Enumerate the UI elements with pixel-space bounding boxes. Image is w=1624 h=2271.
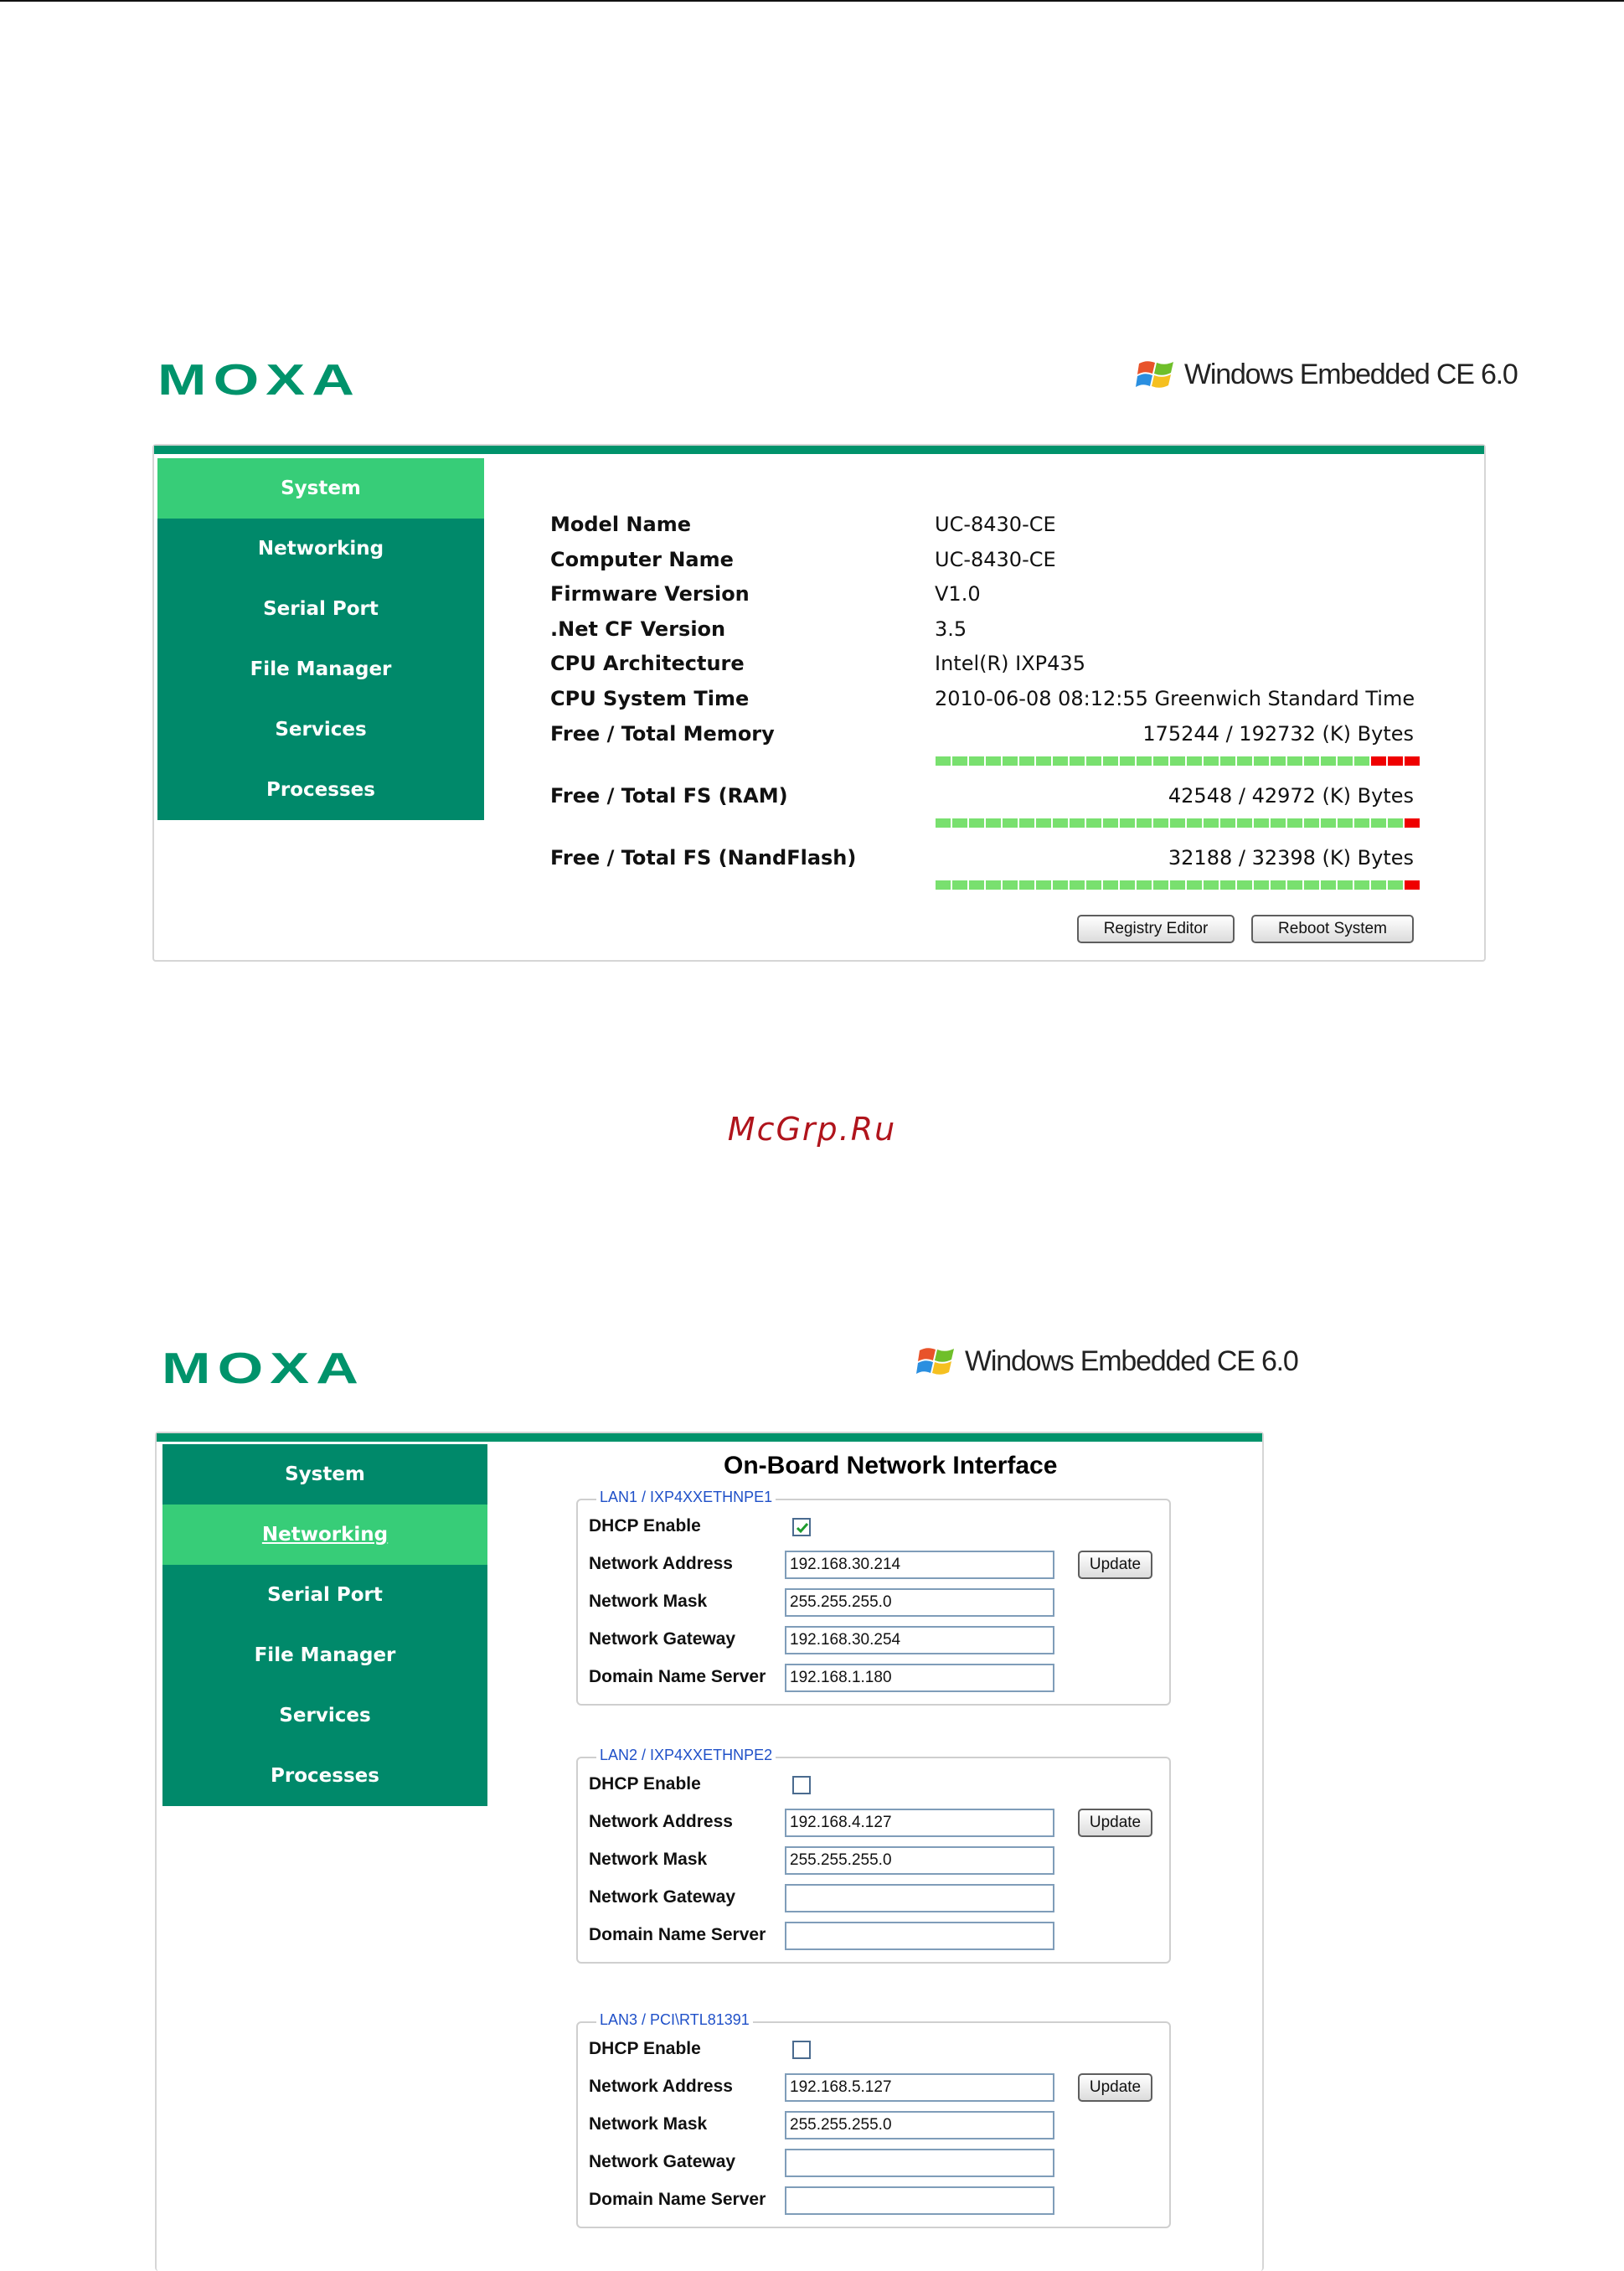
meter-free-segment bbox=[1170, 756, 1185, 766]
panel-top-bar bbox=[154, 446, 1484, 454]
network-gateway-input[interactable]: 192.168.30.254 bbox=[785, 1626, 1054, 1654]
info-label: CPU Architecture bbox=[550, 652, 745, 675]
info-label: Computer Name bbox=[550, 547, 734, 571]
usage-value: 32188 / 32398 (K) Bytes bbox=[1168, 846, 1414, 870]
meter-free-segment bbox=[1254, 818, 1269, 828]
nav-item-file-manager[interactable]: File Manager bbox=[157, 639, 484, 699]
dhcp-enable-checkbox[interactable] bbox=[792, 1518, 811, 1536]
meter-free-segment bbox=[1204, 880, 1219, 890]
meter-free-segment bbox=[1237, 756, 1252, 766]
meter-free-segment bbox=[1153, 818, 1168, 828]
meter-free-segment bbox=[986, 818, 1001, 828]
watermark-text: McGrp.Ru bbox=[727, 1111, 897, 1148]
network-address-input[interactable]: 192.168.30.214 bbox=[785, 1551, 1054, 1579]
usage-meter bbox=[936, 756, 1420, 766]
meter-free-segment bbox=[1304, 880, 1319, 890]
field-label-mask: Network Mask bbox=[589, 1592, 708, 1611]
info-label: Model Name bbox=[550, 513, 691, 536]
nav-item-services[interactable]: Services bbox=[157, 699, 484, 760]
meter-free-segment bbox=[1070, 756, 1085, 766]
meter-free-segment bbox=[1070, 818, 1085, 828]
meter-free-segment bbox=[1237, 880, 1252, 890]
field-label-dhcp: DHCP Enable bbox=[589, 1516, 701, 1536]
usage-label: Free / Total Memory bbox=[550, 722, 775, 746]
usage-value: 42548 / 42972 (K) Bytes bbox=[1168, 784, 1414, 808]
meter-free-segment bbox=[1354, 756, 1369, 766]
meter-free-segment bbox=[1170, 880, 1185, 890]
update-button[interactable]: Update bbox=[1078, 2073, 1152, 2102]
meter-free-segment bbox=[1187, 880, 1202, 890]
meter-free-segment bbox=[1070, 880, 1085, 890]
meter-free-segment bbox=[1036, 756, 1051, 766]
network-gateway-input[interactable] bbox=[785, 1884, 1054, 1912]
field-label-mask: Network Mask bbox=[589, 1850, 708, 1869]
meter-free-segment bbox=[1220, 818, 1235, 828]
interface-legend: LAN1 / IXP4XXETHNPE1 bbox=[596, 1489, 776, 1506]
meter-free-segment bbox=[1103, 880, 1118, 890]
meter-free-segment bbox=[1271, 880, 1286, 890]
moxa-logo: MOXA bbox=[157, 356, 361, 405]
info-value: UC-8430-CE bbox=[935, 513, 1056, 536]
registry-editor-button[interactable]: Registry Editor bbox=[1077, 915, 1235, 943]
meter-free-segment bbox=[1103, 756, 1118, 766]
info-value: V1.0 bbox=[935, 582, 981, 606]
windows-embedded-brand bbox=[1136, 355, 1518, 394]
meter-free-segment bbox=[936, 756, 951, 766]
network-dns-input[interactable] bbox=[785, 1922, 1054, 1950]
meter-free-segment bbox=[969, 880, 984, 890]
sidebar-nav bbox=[162, 1444, 487, 1806]
meter-free-segment bbox=[952, 756, 967, 766]
meter-free-segment bbox=[1036, 818, 1051, 828]
meter-free-segment bbox=[1120, 880, 1135, 890]
meter-used-segment bbox=[1388, 756, 1403, 766]
nav-item-networking[interactable]: Networking bbox=[162, 1505, 487, 1565]
meter-free-segment bbox=[1304, 818, 1319, 828]
field-label-gateway: Network Gateway bbox=[589, 2152, 736, 2171]
info-label: CPU System Time bbox=[550, 686, 750, 710]
nav-item-processes[interactable]: Processes bbox=[157, 760, 484, 820]
meter-free-segment bbox=[1271, 756, 1286, 766]
info-value: Intel(R) IXP435 bbox=[935, 652, 1085, 675]
meter-free-segment bbox=[1304, 756, 1319, 766]
field-label-mask: Network Mask bbox=[589, 2114, 708, 2134]
field-label-address: Network Address bbox=[589, 1554, 733, 1573]
meter-free-segment bbox=[936, 880, 951, 890]
meter-free-segment bbox=[1287, 756, 1302, 766]
network-mask-input[interactable]: 255.255.255.0 bbox=[785, 2111, 1054, 2139]
info-label: Firmware Version bbox=[550, 582, 750, 606]
moxa-logo: MOXA bbox=[162, 1345, 365, 1393]
update-button[interactable]: Update bbox=[1078, 1551, 1152, 1579]
field-label-address: Network Address bbox=[589, 2077, 733, 2096]
meter-free-segment bbox=[969, 756, 984, 766]
usage-label: Free / Total FS (RAM) bbox=[550, 784, 788, 808]
meter-free-segment bbox=[1271, 818, 1286, 828]
info-label: .Net CF Version bbox=[550, 617, 726, 641]
field-label-dhcp: DHCP Enable bbox=[589, 2039, 701, 2058]
brand-text: Windows Embedded CE 6.0 bbox=[1184, 358, 1518, 390]
meter-free-segment bbox=[1204, 756, 1219, 766]
meter-free-segment bbox=[1019, 880, 1034, 890]
meter-free-segment bbox=[1120, 756, 1135, 766]
meter-free-segment bbox=[1153, 880, 1168, 890]
network-gateway-input[interactable] bbox=[785, 2149, 1054, 2177]
meter-used-segment bbox=[1405, 818, 1420, 828]
meter-free-segment bbox=[1053, 880, 1068, 890]
meter-free-segment bbox=[1254, 880, 1269, 890]
meter-free-segment bbox=[1354, 880, 1369, 890]
meter-free-segment bbox=[1170, 818, 1185, 828]
meter-free-segment bbox=[1019, 756, 1034, 766]
meter-free-segment bbox=[1019, 818, 1034, 828]
meter-used-segment bbox=[1405, 756, 1420, 766]
field-label-dns: Domain Name Server bbox=[589, 1925, 766, 1944]
meter-free-segment bbox=[1137, 818, 1152, 828]
meter-free-segment bbox=[1371, 818, 1386, 828]
meter-free-segment bbox=[969, 818, 984, 828]
meter-free-segment bbox=[1187, 756, 1202, 766]
meter-free-segment bbox=[1003, 756, 1018, 766]
dhcp-enable-checkbox[interactable] bbox=[792, 1776, 811, 1794]
meter-free-segment bbox=[952, 880, 967, 890]
windows-flag-icon bbox=[1136, 355, 1178, 394]
nav-item-networking[interactable]: Networking bbox=[157, 519, 484, 579]
meter-free-segment bbox=[1388, 818, 1403, 828]
info-value: 2010-06-08 08:12:55 Greenwich Standard Time bbox=[935, 686, 1415, 710]
windows-embedded-brand bbox=[916, 1342, 1298, 1381]
info-value: 3.5 bbox=[935, 617, 967, 641]
meter-free-segment bbox=[986, 880, 1001, 890]
meter-free-segment bbox=[1053, 818, 1068, 828]
network-mask-input[interactable]: 255.255.255.0 bbox=[785, 1846, 1054, 1875]
meter-free-segment bbox=[1204, 818, 1219, 828]
field-label-address: Network Address bbox=[589, 1812, 733, 1831]
meter-free-segment bbox=[1220, 756, 1235, 766]
network-dns-input[interactable] bbox=[785, 2186, 1054, 2215]
meter-free-segment bbox=[1321, 756, 1336, 766]
meter-free-segment bbox=[1086, 818, 1101, 828]
nav-item-system[interactable]: System bbox=[162, 1444, 487, 1505]
meter-free-segment bbox=[1120, 818, 1135, 828]
interface-legend: LAN3 / PCI\RTL81391 bbox=[596, 2011, 753, 2029]
info-value: UC-8430-CE bbox=[935, 547, 1056, 571]
meter-free-segment bbox=[986, 756, 1001, 766]
meter-free-segment bbox=[1220, 880, 1235, 890]
panel-top-bar bbox=[157, 1433, 1262, 1442]
meter-free-segment bbox=[1321, 818, 1336, 828]
usage-value: 175244 / 192732 (K) Bytes bbox=[1142, 722, 1414, 746]
meter-free-segment bbox=[1338, 880, 1353, 890]
usage-label: Free / Total FS (NandFlash) bbox=[550, 846, 857, 870]
meter-free-segment bbox=[1086, 756, 1101, 766]
meter-free-segment bbox=[1254, 756, 1269, 766]
network-mask-input[interactable]: 255.255.255.0 bbox=[785, 1588, 1054, 1617]
meter-free-segment bbox=[1103, 818, 1118, 828]
meter-free-segment bbox=[1321, 880, 1336, 890]
meter-free-segment bbox=[1237, 818, 1252, 828]
field-label-dhcp: DHCP Enable bbox=[589, 1774, 701, 1794]
meter-free-segment bbox=[1003, 880, 1018, 890]
reboot-system-button[interactable]: Reboot System bbox=[1251, 915, 1414, 943]
windows-flag-icon bbox=[916, 1342, 958, 1381]
nav-item-file-manager[interactable]: File Manager bbox=[162, 1625, 487, 1685]
meter-free-segment bbox=[936, 818, 951, 828]
network-dns-input[interactable]: 192.168.1.180 bbox=[785, 1664, 1054, 1692]
brand-text: Windows Embedded CE 6.0 bbox=[965, 1345, 1298, 1377]
dhcp-enable-checkbox[interactable] bbox=[792, 2041, 811, 2059]
field-label-gateway: Network Gateway bbox=[589, 1887, 736, 1907]
meter-free-segment bbox=[1137, 880, 1152, 890]
update-button[interactable]: Update bbox=[1078, 1809, 1152, 1837]
network-address-input[interactable]: 192.168.5.127 bbox=[785, 2073, 1054, 2102]
meter-free-segment bbox=[1053, 756, 1068, 766]
sidebar-nav bbox=[157, 458, 484, 820]
nav-item-serial-port[interactable]: Serial Port bbox=[157, 579, 484, 639]
field-label-gateway: Network Gateway bbox=[589, 1629, 736, 1649]
meter-free-segment bbox=[1287, 818, 1302, 828]
network-address-input[interactable]: 192.168.4.127 bbox=[785, 1809, 1054, 1837]
checkmark-icon bbox=[795, 1520, 810, 1536]
meter-free-segment bbox=[1137, 756, 1152, 766]
meter-used-segment bbox=[1371, 756, 1386, 766]
meter-free-segment bbox=[1371, 880, 1386, 890]
meter-free-segment bbox=[1153, 756, 1168, 766]
field-label-dns: Domain Name Server bbox=[589, 2190, 766, 2209]
interface-legend: LAN2 / IXP4XXETHNPE2 bbox=[596, 1747, 776, 1764]
nav-item-system[interactable]: System bbox=[157, 458, 484, 519]
nav-item-serial-port[interactable]: Serial Port bbox=[162, 1565, 487, 1625]
meter-free-segment bbox=[1287, 880, 1302, 890]
usage-meter bbox=[936, 818, 1420, 828]
meter-free-segment bbox=[1036, 880, 1051, 890]
usage-meter bbox=[936, 880, 1420, 890]
meter-free-segment bbox=[1338, 756, 1353, 766]
page-title: On-Board Network Interface bbox=[724, 1452, 1058, 1479]
field-label-dns: Domain Name Server bbox=[589, 1667, 766, 1686]
meter-free-segment bbox=[1086, 880, 1101, 890]
meter-free-segment bbox=[1338, 818, 1353, 828]
meter-free-segment bbox=[952, 818, 967, 828]
meter-free-segment bbox=[1187, 818, 1202, 828]
nav-item-processes[interactable]: Processes bbox=[162, 1746, 487, 1806]
meter-free-segment bbox=[1388, 880, 1403, 890]
meter-free-segment bbox=[1003, 818, 1018, 828]
nav-item-services[interactable]: Services bbox=[162, 1685, 487, 1746]
meter-free-segment bbox=[1354, 818, 1369, 828]
meter-used-segment bbox=[1405, 880, 1420, 890]
page-top-rule bbox=[0, 0, 1624, 2]
